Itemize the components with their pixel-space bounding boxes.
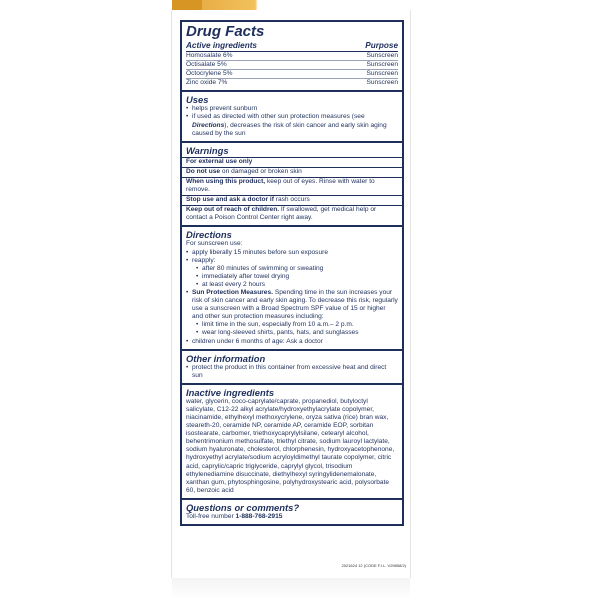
keep-out-line bbox=[182, 205, 402, 222]
inactive-ingredients-text: water, glycerin, coco-caprylate/caprate, propanediol, butyloctyl salicylate, C12-22 alkyl acrylate/hydroxyethylacrylate copolymer, niacinamide, ethylhexyl methoxycrylene, oryza sativa (rice) bran wax, steareth-20, ceramide NP, ceramide AP, ceramide EOP, sorbitan isostearate, carbomer, triethoxycaprylylsilane, cetearyl alcohol, behentrimonium methosulfate, triethyl citrate, sodium lauroyl lactylate, sodium hyaluronate, cholesterol, chlorphenesin, hydroxyacetophenone, hydroxyethyl acrylate/sodium acryloyldimethyl taurate copolymer, citric acid, caprylic/capric triglyceride, caprylyl glycol, trisodium ethylenediamine disuccinate, diethylhexyl syringylidenemalonate, xanthan gum, phytosphingosine, polyhydroxystearic acid, polysorbate 60, benzoic acid bbox=[186, 397, 395, 494]
box-top-accent bbox=[172, 0, 202, 10]
external-use-line bbox=[182, 157, 402, 166]
ingredient-purpose: Sunscreen bbox=[366, 61, 398, 69]
questions-heading: Questions or comments? bbox=[186, 501, 300, 513]
uses-section bbox=[182, 90, 402, 140]
box-top-flap bbox=[172, 0, 410, 10]
sun-protection-text: Spending time in the sun increases your risk of skin cancer and early skin aging. To decrease this risk, regularly use a sunscreen with a Broad Spectrum SPF value of 15 or higher and other sun protection measures including: bbox=[192, 288, 398, 321]
stop-use-line bbox=[182, 195, 402, 204]
directions-item bbox=[186, 289, 398, 321]
ingredient-purpose: Sunscreen bbox=[366, 79, 398, 87]
ingredient-name: Homosalate 6% bbox=[186, 52, 233, 59]
keep-out-text: If swallowed, get medical help or contact a Poison Control Center right away. bbox=[186, 206, 377, 222]
when-using-text: keep out of eyes. Rinse with water to remove. bbox=[186, 177, 375, 194]
directions-subitem: • at least every 2 hours bbox=[186, 281, 398, 289]
directions-subitem: • limit time in the sun, especially from 10 a.m.– 2 p.m. bbox=[186, 321, 398, 329]
directions-item: • reapply: bbox=[186, 257, 398, 265]
uses-text: if used as directed with other sun protection measures (see bbox=[192, 113, 365, 121]
directions-section bbox=[182, 225, 402, 348]
stop-use-text: rash occurs bbox=[273, 196, 310, 204]
do-not-use-label: Do not use bbox=[186, 167, 221, 175]
active-ingredients-header bbox=[186, 41, 398, 52]
warnings-section bbox=[182, 141, 402, 226]
toll-free-number: 1-888-768-2915 bbox=[235, 512, 283, 520]
toll-free-line bbox=[186, 513, 398, 521]
active-ingredient-row bbox=[186, 52, 398, 61]
directions-item: • apply liberally 15 minutes before sun exposure bbox=[186, 249, 398, 257]
directions-intro: For sunscreen use: bbox=[186, 240, 243, 248]
external-use-text: For external use only bbox=[186, 157, 253, 165]
active-ingredient-row bbox=[186, 70, 398, 79]
product-code: 2021624 12 (CODE F.I.L. V29858/2) bbox=[341, 563, 406, 568]
purpose-heading: Purpose bbox=[365, 41, 398, 50]
active-ingredients-heading: Active ingredients bbox=[186, 41, 257, 50]
uses-item bbox=[186, 113, 398, 137]
directions-subitem: • after 80 minutes of swimming or sweating bbox=[186, 265, 398, 273]
ingredient-name: Zinc oxide 7% bbox=[186, 79, 228, 87]
uses-heading: Uses bbox=[186, 94, 209, 106]
active-ingredient-row bbox=[186, 61, 398, 70]
toll-free-label: Toll-free number bbox=[186, 512, 236, 520]
do-not-use-line bbox=[182, 167, 402, 176]
ingredient-purpose: Sunscreen bbox=[366, 70, 398, 78]
sun-protection-label: Sun Protection Measures. bbox=[192, 288, 273, 296]
keep-out-label: Keep out of reach of children. bbox=[186, 206, 280, 214]
uses-text: ), decreases the risk of skin cancer and early skin aging caused by the sun bbox=[192, 121, 387, 137]
directions-heading: Directions bbox=[186, 229, 232, 241]
do-not-use-text: on damaged or broken skin bbox=[220, 167, 302, 175]
drug-facts-title: Drug Facts bbox=[186, 23, 265, 40]
ingredient-purpose: Sunscreen bbox=[366, 52, 398, 59]
when-using-line bbox=[182, 177, 402, 194]
drug-facts-panel bbox=[180, 20, 404, 526]
directions-item: • children under 6 months of age: Ask a doctor bbox=[186, 338, 398, 346]
carton-bottom bbox=[172, 578, 410, 600]
directions-subitem: • wear long-sleeved shirts, pants, hats, and sunglasses bbox=[186, 329, 398, 337]
drug-facts-header bbox=[182, 22, 402, 90]
inactive-ingredients-heading: Inactive ingredients bbox=[186, 386, 275, 398]
other-information-item: • protect the product in this container from excessive heat and direct sun bbox=[186, 364, 398, 380]
directions-subitem: • immediately after towel drying bbox=[186, 273, 398, 281]
when-using-label: When using this product, bbox=[186, 177, 266, 185]
warnings-heading: Warnings bbox=[186, 144, 229, 156]
other-information-heading: Other information bbox=[186, 352, 266, 364]
uses-item: • helps prevent sunburn bbox=[186, 105, 398, 113]
directions-reference: Directions bbox=[192, 121, 225, 129]
ingredient-name: Octocrylene 5% bbox=[186, 70, 233, 78]
other-information-section bbox=[182, 349, 402, 383]
active-ingredient-row bbox=[186, 79, 398, 87]
stop-use-label: Stop use and ask a doctor if bbox=[186, 196, 274, 204]
inactive-ingredients-section bbox=[182, 383, 402, 498]
questions-section bbox=[182, 498, 402, 524]
ingredient-name: Octisalate 5% bbox=[186, 61, 227, 69]
